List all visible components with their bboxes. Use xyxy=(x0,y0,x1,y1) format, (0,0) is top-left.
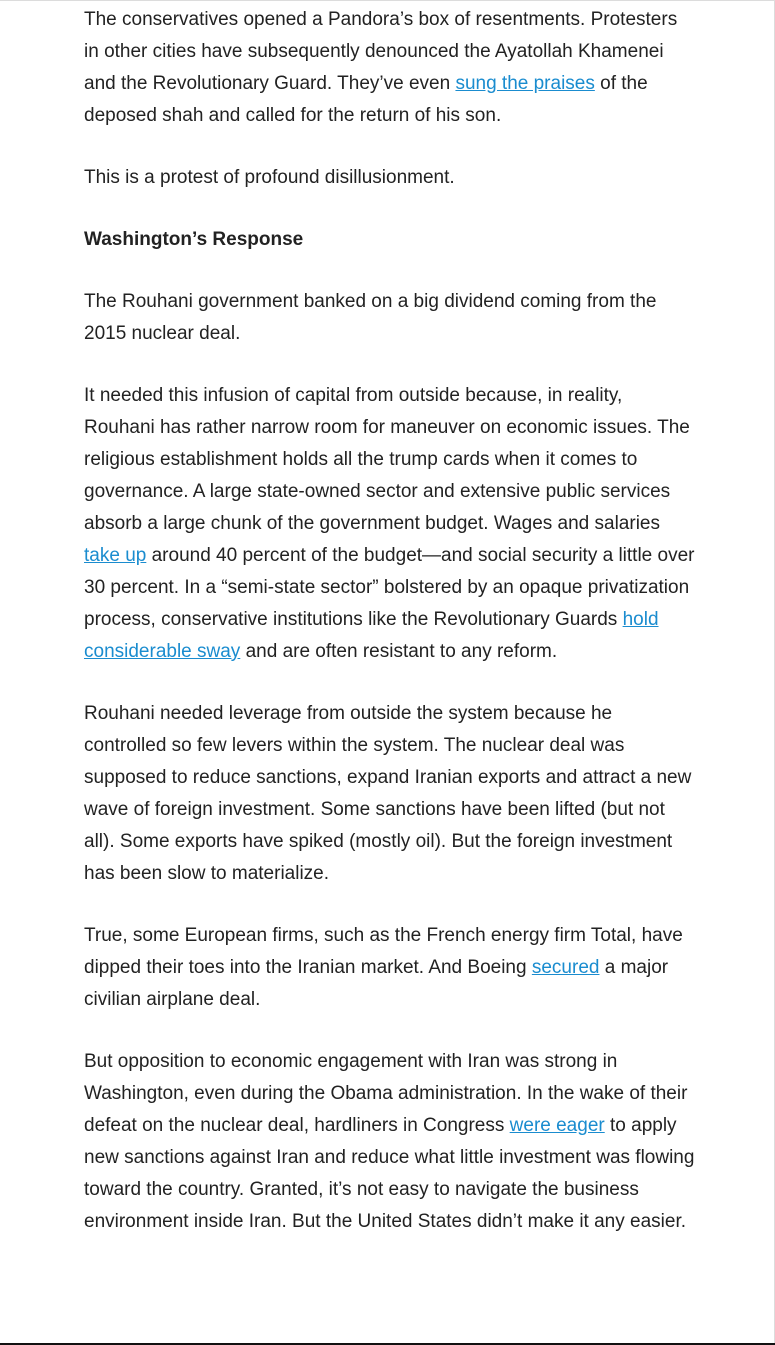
link-take-up[interactable]: take up xyxy=(84,545,147,566)
article-body xyxy=(84,4,696,1268)
paragraph-disillusionment: This is a protest of profound disillusionment. xyxy=(84,167,455,188)
paragraph-infusion-of-capital: It needed this infusion of capital from outside because, in reality, Rouhani has rather narrow room for maneuver on economic issues. The religious establishment holds all the trump cards when it comes to governance. A large state-owned sector and extensive public services absorb a large chunk of the government budget. Wages and salaries take up around 40 percent of the budget—and social security a little over 30 percent. In a “semi-state sector” bolstered by an opaque privatization process, conservative institutions like the Revolutionary Guards hold considerable sway and are often resistant to any reform. xyxy=(84,385,695,662)
section-heading: Washington’s Response xyxy=(84,229,304,250)
paragraph-pandoras-box: The conservatives opened a Pandora’s box of resentments. Protesters in other cities have subsequently denounced the Ayatollah Khamenei and the Revolutionary Guard. They’ve even sung the praises of the deposed shah and called for the return of his son. xyxy=(84,9,678,126)
paragraph-nuclear-deal: The Rouhani government banked on a big dividend coming from the 2015 nuclear deal. xyxy=(84,291,657,344)
link-hold-considerable-sway[interactable]: hold considerable sway xyxy=(84,609,659,662)
link-were-eager[interactable]: were eager xyxy=(509,1115,605,1136)
paragraph-european-firms: True, some European firms, such as the French energy firm Total, have dipped their toes into the Iranian market. And Boeing secured a major civilian airplane deal. xyxy=(84,925,683,1010)
top-divider xyxy=(0,0,775,1)
paragraph-opposition: But opposition to economic engagement with Iran was strong in Washington, even during the Obama administration. In the wake of their defeat on the nuclear deal, hardliners in Congress were eager to apply new sanctions against Iran and reduce what little investment was flowing toward the country. Granted, it’s not easy to navigate the business environment inside Iran. But the United States didn’t make it any easier. xyxy=(84,1051,695,1232)
link-secured[interactable]: secured xyxy=(531,957,600,978)
link-sung-the-praises[interactable]: sung the praises xyxy=(455,73,595,94)
paragraph-leverage: Rouhani needed leverage from outside the system because he controlled so few levers within the system. The nuclear deal was supposed to reduce sanctions, expand Iranian exports and attract a new wave of foreign investment. Some sanctions have been lifted (but not all). Some exports have spiked (mostly oil). But the foreign investment has been slow to materialize. xyxy=(84,703,692,884)
